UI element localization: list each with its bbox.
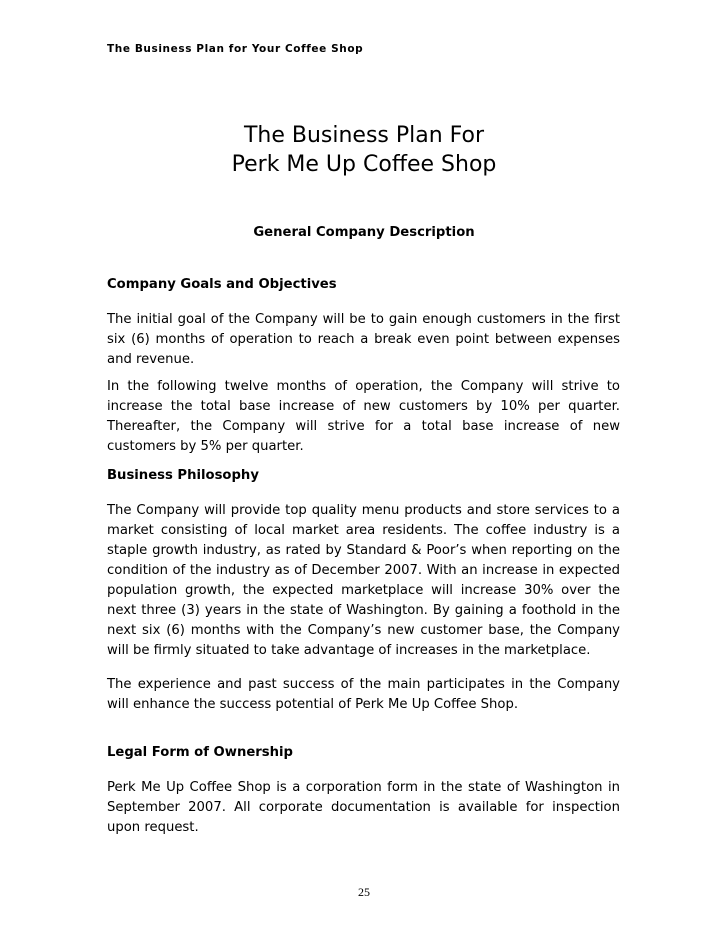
document-title-line2: Perk Me Up Coffee Shop	[231, 152, 497, 177]
paragraph-philosophy-1: The Company will provide top quality menu products and store services to a market consisting of local market area residents. The coffee industry is a staple growth industry, as rated by Standard & Poor’s when reporting on the condition of the industry as of December 2007. With an increase in expected population growth, the expected marketplace will increase 30% over the next three (3) years in the state of Washington. By gaining a foothold in the next six (6) months with the Company’s new customer base, the Company will be firmly situated to take advantage of increases in the marketplace.	[107, 503, 620, 658]
paragraph-philosophy-2: The experience and past success of the main participates in the Company will enhance the success potential of Perk Me Up Coffee Shop.	[107, 677, 620, 712]
page-number: 25	[358, 885, 370, 899]
heading-legal: Legal Form of Ownership	[107, 745, 293, 760]
paragraph-goals-2: In the following twelve months of operation, the Company will strive to increase the total base increase of new customers by 10% per quarter. Thereafter, the Company will strive for a total base increase of new customers by 5% per quarter.	[107, 379, 620, 454]
section-title: General Company Description	[253, 225, 475, 240]
document-title-line1: The Business Plan For	[243, 123, 485, 148]
heading-goals: Company Goals and Objectives	[107, 277, 337, 292]
heading-philosophy: Business Philosophy	[107, 468, 259, 483]
paragraph-legal-1: Perk Me Up Coffee Shop is a corporation form in the state of Washington in September 2007. All corporate documentation is available for inspection upon request.	[107, 780, 620, 835]
running-header: The Business Plan for Your Coffee Shop	[107, 43, 364, 55]
paragraph-goals-1: The initial goal of the Company will be to gain enough customers in the first six (6) months of operation to reach a break even point between expenses and revenue.	[107, 312, 620, 367]
